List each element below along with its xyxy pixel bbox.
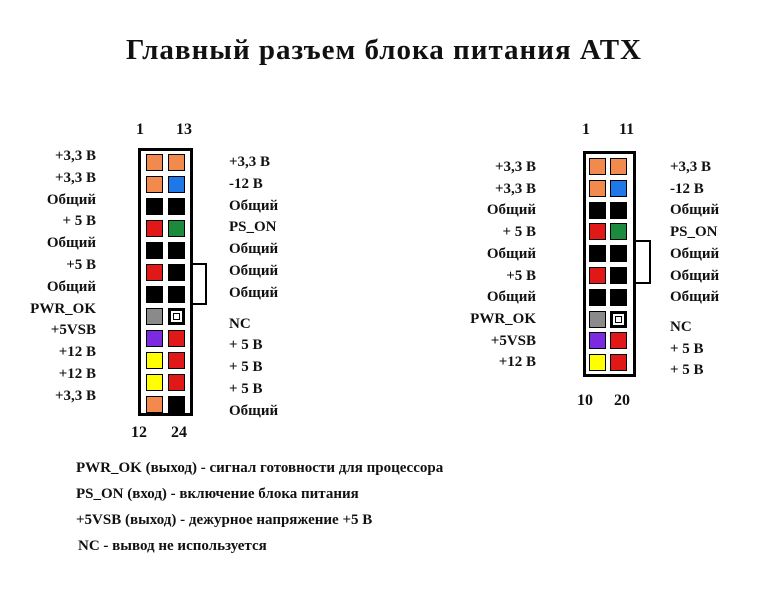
left-pin-label: PWR_OK xyxy=(30,301,96,317)
pin-number-12: 12 xyxy=(131,424,147,441)
left-pin-label: Общий xyxy=(46,235,96,251)
right-pin-label: Общий xyxy=(670,246,720,262)
pin-right-2-blue xyxy=(610,180,627,197)
right-pin-label: Общий xyxy=(229,263,279,279)
pin-left-10-yellow xyxy=(589,354,606,371)
left-pin-label: Общий xyxy=(46,279,96,295)
left-pin-label: +3,3 В xyxy=(494,181,536,197)
right-pin-label: Общий xyxy=(229,241,279,257)
left-pin-label: +5 В xyxy=(66,257,96,273)
pin-left-1-orange xyxy=(589,158,606,175)
pin-right-7-black xyxy=(610,289,627,306)
pin-number-1: 1 xyxy=(582,121,590,138)
right-pin-label: PS_ON xyxy=(670,224,718,240)
left-pin-label: +5 В xyxy=(506,268,536,284)
pin-number-24: 24 xyxy=(171,424,187,441)
right-pin-label: PS_ON xyxy=(229,219,277,235)
left-pin-label: Общий xyxy=(486,202,536,218)
right-pin-label: -12 В xyxy=(229,176,263,192)
right-pin-label: +3,3 В xyxy=(229,154,271,170)
pin-left-2-orange xyxy=(589,180,606,197)
pin-right-4-green xyxy=(610,223,627,240)
left-pin-label: +5VSB xyxy=(50,322,96,338)
pin-left-6-red xyxy=(589,267,606,284)
pin-left-9-purple xyxy=(589,332,606,349)
right-pin-label: + 5 В xyxy=(229,337,263,353)
diagram-title: Главный разъем блока питания ATX xyxy=(125,34,642,66)
common-ground-bracket xyxy=(636,240,651,284)
right-pin-label: Общий xyxy=(229,403,279,419)
right-pin-label: +3,3 В xyxy=(670,159,712,175)
right-pin-label: Общий xyxy=(229,198,279,214)
pin-right-11-red xyxy=(168,374,185,391)
pin-right-12-black xyxy=(168,396,185,413)
pin-right-10-red xyxy=(610,354,627,371)
pin-left-7-black xyxy=(589,289,606,306)
left-pin-label: +3,3 В xyxy=(494,159,536,175)
right-pin-label: Общий xyxy=(670,202,720,218)
left-pin-label: +12 В xyxy=(58,344,96,360)
right-pin-label: + 5 В xyxy=(229,381,263,397)
pin-right-6-black xyxy=(610,267,627,284)
pin-left-4-red xyxy=(589,223,606,240)
left-pin-label: Общий xyxy=(486,246,536,262)
left-pin-label: +3,3 В xyxy=(54,148,96,164)
left-pin-label: +5VSB xyxy=(490,333,536,349)
left-pin-label: +3,3 В xyxy=(54,388,96,404)
pin-number-11: 11 xyxy=(619,121,635,138)
left-pin-label: + 5 В xyxy=(502,224,536,240)
note-nc: NC - вывод не используется xyxy=(78,538,267,554)
left-pin-label: Общий xyxy=(46,192,96,208)
right-pin-label: + 5 В xyxy=(229,359,263,375)
right-pin-label: + 5 В xyxy=(670,341,704,357)
left-pin-label: +3,3 В xyxy=(54,170,96,186)
pin-left-3-black xyxy=(589,202,606,219)
pin-left-8-gray xyxy=(589,311,606,328)
pin-number-10: 10 xyxy=(577,392,593,409)
left-pin-label: +12 В xyxy=(58,366,96,382)
right-pin-label: NC xyxy=(229,316,251,332)
pin-number-20: 20 xyxy=(614,392,630,409)
pin-right-8-hollow xyxy=(610,311,627,328)
right-pin-label: -12 В xyxy=(670,181,704,197)
right-pin-label: NC xyxy=(670,319,692,335)
right-pin-label: Общий xyxy=(670,268,720,284)
right-pin-label: Общий xyxy=(229,285,279,301)
note-ps-on: PS_ON (вход) - включение блока питания xyxy=(76,486,359,502)
pin-right-9-red xyxy=(610,332,627,349)
note-pwr-ok: PWR_OK (выход) - сигнал готовности для процессора xyxy=(76,460,444,476)
right-pin-label: Общий xyxy=(670,289,720,305)
left-pin-label: Общий xyxy=(486,289,536,305)
pin-left-11-yellow xyxy=(146,374,163,391)
left-pin-label: PWR_OK xyxy=(470,311,536,327)
pin-number-13: 13 xyxy=(176,121,192,138)
pin-left-5-black xyxy=(589,245,606,262)
right-pin-label: + 5 В xyxy=(670,362,704,378)
pin-right-1-orange xyxy=(610,158,627,175)
left-pin-label: + 5 В xyxy=(62,213,96,229)
pin-number-1: 1 xyxy=(136,121,144,138)
left-pin-label: +12 В xyxy=(498,354,536,370)
note-5vsb: +5VSB (выход) - дежурное напряжение +5 В xyxy=(76,512,373,528)
pin-right-3-black xyxy=(610,202,627,219)
pin-left-12-orange xyxy=(146,396,163,413)
pin-right-5-black xyxy=(610,245,627,262)
